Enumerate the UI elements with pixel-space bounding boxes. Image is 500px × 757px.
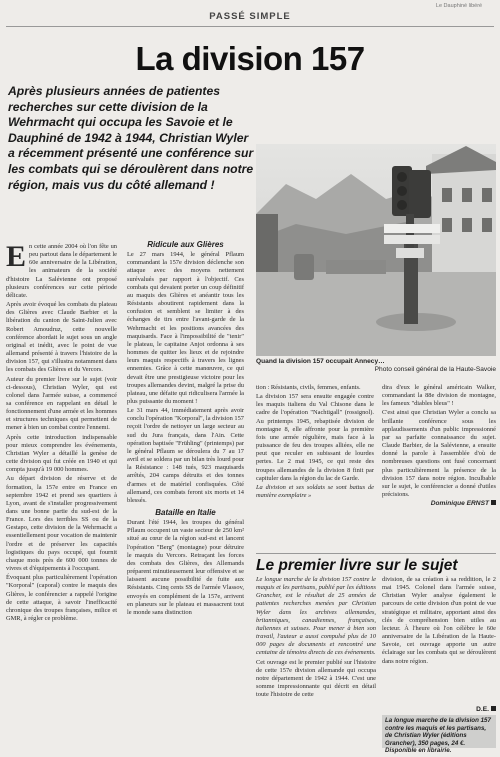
sidebar-signature-text: D.E. — [476, 706, 489, 713]
article-column-3 — [256, 384, 374, 501]
paragraph: La division 157 sera ensuite engagée contre les maquis italiens du Val Chisone dans le cadre de l'opération "Nachtigall" (rossignol). Au printemps 1945, rebaptisée division de montagne 8, elle affronte pour la première fois une armée régulière, mais face à la puissance de feu des troupes alliées, elle ne peut que reculer en subissant de lourdes pertes. Le 2 mai 1945, ce qui reste des troupes allemandes de la division 8 finit par capituler dans la région du lac de Garde. — [256, 393, 374, 482]
caption-credit: Photo conseil général de la Haute-Savoie — [374, 366, 496, 373]
paragraph: dira d'eux le général américain Walker, commandant la 88e division de montagne, les fameux "diables bleus" ! — [382, 384, 496, 408]
book-info-box — [382, 715, 496, 755]
sidebar-column-right — [382, 576, 496, 667]
sidebar-signature — [382, 706, 496, 713]
corner-label: Le Dauphiné libéré — [435, 3, 483, 9]
paragraph: Après cette introduction indispensable pour mieux comprendre les événements, Christian Wyler a détaillé la genèse de cette division qui fut créée en 1940 et qui compta jusqu'à 19 000 hommes. — [6, 433, 117, 474]
paragraph: n cette année 2004 où l'on fête un peu partout dans le département le 60e anniversaire de la Libération, les animateurs de la société d'histoire La Salévienne ont proposé plusieurs conférences sur cette période délicate. — [6, 243, 117, 299]
sidebar-rule — [256, 553, 496, 554]
paragraph: Le 27 mars 1944, le général Pflaum commandant la 157e division déclenche son attaque avec des moyens nettement surévalués par rapport à l'objectif. Ces combats qui devaient porter un coup définitif au maquis des Glières et anéantir tous les Résistants aboutirent rapidement dans la confusion et semblent se limiter à des échanges de tirs entre l'avant-garde de la Wehrmacht et les positions avancées des maquisards. Face à l'impossibilité de "tenir" le plateau, le capitaine Anjot ordonna à ses hommes de quitter les lieux et de rejoindre leurs maquis respectifs à travers les lignes ennemies. Grâce à cette manœuvre, ce qui devait être une prestigieuse victoire pour les troupes allemandes devint, malgré la prise du plateau, une défaite qui ridiculisera l'armée la plus puissante du moment ! — [127, 251, 244, 405]
article-column-2 — [127, 241, 244, 618]
paragraph: tion : Résistants, civils, femmes, enfants. — [256, 384, 361, 391]
subheading: Ridicule aux Glières — [147, 240, 224, 249]
author-signature — [382, 500, 496, 508]
sidebar-heading: Le premier livre sur le sujet — [256, 557, 458, 574]
paragraph: Après avoir évoqué les combats du plateau des Glières avec Claude Barbier et la libération du canton de Saint-Julien avec Robert Amoudruz, cette nouvelle conférence abordait le sujet sous un angle original et inédit, avec le point de vue allemand présenté à travers l'histoire de la division 157, qui s'illustra notamment dans les combats des Glières et du Vercors. — [6, 301, 117, 374]
subheading: Bataille en Italie — [155, 508, 216, 517]
end-mark-icon — [491, 706, 496, 711]
author-name: Dominique ERNST — [430, 500, 489, 508]
paragraph: Cet ouvrage est le premier publié sur l'histoire de cette 157e division allemande qui occupa notre département de 1942 à 1944. C'est une somme impressionnante qui décrit en détail toute l'histoire de cette — [256, 658, 376, 699]
sidebar-column-left — [256, 576, 376, 700]
drop-cap: E — [6, 240, 27, 273]
section-rubric: PASSÉ SIMPLE — [209, 11, 291, 22]
paragraph: Le 31 mars 44, immédiatement après avoir conclu l'opération "Korporal", la division 157 reçoit l'ordre de nettoyer un large secteur au sud du Jura français, dans l'Ain. Cette opération baptisée "Frühling" (printemps) par le général Pflaum se déroulera du 7 au 17 avril et se soldera par un bilan très lourd pour la Résistance : 148 tués, 923 maquisards arrêtés, 204 camps détruits et des tonnes d'armes et de matériel confisquées. Côté allemand, ces combats feront six morts et 14 blessés. — [127, 407, 244, 504]
top-rule — [6, 26, 494, 27]
paragraph: Évoquant plus particulièrement l'opération "Korporal" (caporal) contre le maquis des Glières, le conférencier a rappelé l'origine de cette attaque, à savoir l'inefficacité chronique des troupes françaises, milice et GMR, à régler ce problème. — [6, 574, 117, 623]
caption-main: Quand la division 157 occupait Annecy… — [256, 358, 385, 365]
book-info-text: La longue marche de la division 157 contre les maquis et les partisans, de Christian Wyler (éditions Grancher), 350 pages, 24 €. Disponible en librairie. — [385, 717, 491, 755]
article-column-1 — [6, 240, 117, 624]
end-mark-icon — [491, 500, 496, 505]
paragraph: Le longue marche de la division 157 contre le maquis et les partisans, publié par les éditions Grancher, est le résultat de 25 années de patientes recherches menées par Christian Wyler dans les archives allemandes, britanniques, canadiennes, françaises, italiennes et suisses. Pour mener à bien son travail, l'auteur a aussi compulsé plus de 10 000 pages de documents et rencontré une centaine de témoins directs de ces événements. — [256, 576, 376, 657]
paragraph: division, de sa création à sa reddition, le 2 mai 1945. Colonel dans l'armée suisse, Christian Wyler analyse également le parcours de cette division d'un point de vue stratégique et militaire, apportant ainsi des clés de compréhension bien utiles au lecteur. À l'heure où l'on célèbre le 60e anniversaire de la Libération de la Haute-Savoie, cet ouvrage apporte un autre éclairage sur les combats qui se déroulèrent dans notre région. — [382, 576, 496, 665]
article-lead: Après plusieurs années de patientes recherches sur cette division de la Wehrmacht qui occupa les Savoie et le Dauphiné de 1942 à 1944, Christian Wyler a récemment présenté une conférence sur les combats qui se déroulèrent dans notre région, mais vus du côté allemand ! — [8, 84, 254, 192]
article-photo — [256, 144, 496, 356]
paragraph: Auteur du premier livre sur le sujet (voir ci-dessous), Christian Wyler, qui est colonel dans l'armée suisse, a commencé sa conférence en rappelant en détail le fonctionnement d'une armée et les hommes et structures techniques qui permettent de mener à bien un combat contre l'ennemi. — [6, 375, 117, 432]
annecy-street-photo — [256, 144, 496, 356]
quote: La division et ses soldats se sont battus de manière exemplaire » — [256, 483, 374, 500]
paragraph: C'est ainsi que Christian Wyler a conclu sa brillante conférence sous les applaudissements d'un public impressionné par sa parfaite connaissance du sujet. Claude Barbier, de la Salévienne, a ensuite donné la parole à l'assemblée d'où de nombreuses questions ont fusé concernant plus particulièrement la présence de la division 157 dans notre région. Inculbable sur le sujet, le conférencier a donné d'utiles précisions. — [382, 409, 496, 499]
article-column-4 — [382, 384, 496, 508]
article-title: La division 157 — [135, 40, 365, 77]
paragraph: Au départ division de réserve et de formation, la 157e entre en France en septembre 1942 et prend ses quartiers à Lyon, avant de s'installer progressivement dans une bonne partie du sud-est de la France. Lors des terribles SS ou de la Gestapo, cette division de la Wehrmacht a essentiellement pour vocation de maintenir l'ordre et de préserver les capacités logistiques du pays occupé, qui fournit chaque mois près de 600 000 tonnes de vivres et d'équipements à l'occupant. — [6, 475, 117, 573]
paragraph: Durant l'été 1944, les troupes du général Pflaum occupent un vaste secteur de 250 km² situé au cœur de la région sud-est et lancent l'opération "Berg" (montagne) pour détruire le maquis du Vercors. Retraçant les forces des combats des Glières, des Allemands préparent minutieusement leur offensive et se laissent aucune possibilité de fuite aux Résistants. Cinq cents SS de l'armée Vlassov, envoyés en complément de la 157e, arrivent en planeurs sur le plateau et massacrent tout le monde sans distinction — [127, 519, 244, 616]
photo-caption — [256, 358, 496, 374]
